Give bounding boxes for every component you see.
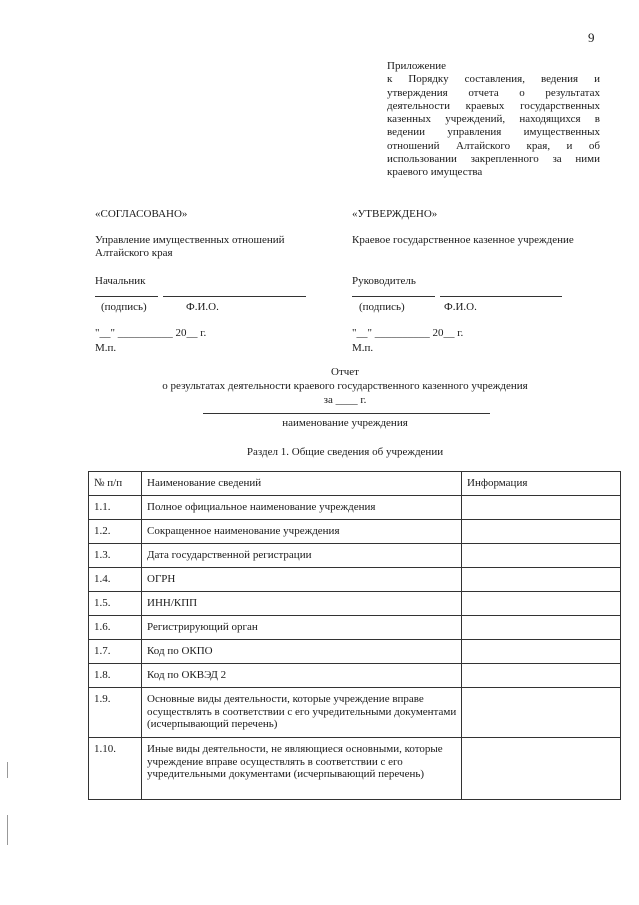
section-title: Раздел 1. Общие сведения об учреждении: [246, 446, 444, 458]
row-number: 1.6.: [89, 616, 142, 640]
table-row: [89, 520, 621, 544]
row-info: [462, 616, 621, 640]
left-org-line1: Управление имущественных отношений: [95, 234, 285, 246]
report-period: за ____ г.: [323, 394, 367, 406]
row-info: [462, 592, 621, 616]
table-row: [89, 544, 621, 568]
right-fio-label: Ф.И.О.: [444, 301, 477, 313]
left-sign-label: (подпись): [101, 301, 147, 313]
table-row: [89, 738, 621, 800]
table-row: [89, 568, 621, 592]
row-name: Основные виды деятельности, которые учреждение вправе осуществлять в соответствии с его учредительными документами (исчерпывающий перечень): [142, 688, 462, 738]
table-row: [89, 496, 621, 520]
appendix-line: утверждения отчета о результатах: [387, 86, 600, 99]
right-stamp: М.п.: [352, 342, 374, 354]
right-org-line1: Краевое государственное казенное учреждение: [352, 234, 574, 246]
row-name: Код по ОКВЭД 2: [142, 664, 462, 688]
appendix-line: к Порядку составления, ведения и: [387, 73, 600, 86]
table-row: [89, 640, 621, 664]
institution-name-line: [203, 413, 490, 414]
appendix-line: деятельности краевых государственных: [387, 99, 600, 112]
report-title: Отчет: [331, 366, 359, 378]
row-name: Регистрирующий орган: [142, 616, 462, 640]
row-name: ИНН/КПП: [142, 592, 462, 616]
agreed-heading: «СОГЛАСОВАНО»: [95, 208, 188, 220]
row-number: 1.7.: [89, 640, 142, 664]
row-name: ОГРН: [142, 568, 462, 592]
right-sign-label: (подпись): [359, 301, 405, 313]
institution-name-caption: наименование учреждения: [282, 417, 408, 429]
table-header-row: [89, 472, 621, 496]
table-row: [89, 688, 621, 738]
row-info: [462, 496, 621, 520]
approved-heading: «УТВЕРЖДЕНО»: [352, 208, 438, 220]
appendix-line: Приложение: [387, 60, 447, 72]
page-number: 9: [588, 30, 595, 45]
row-number: 1.4.: [89, 568, 142, 592]
appendix-line: отношений Алтайского края, и об: [387, 139, 600, 152]
right-date-line: "__" __________ 20__ г.: [352, 327, 464, 339]
left-signature-line: [95, 296, 158, 297]
row-info: [462, 544, 621, 568]
row-info: [462, 568, 621, 592]
appendix-line: ведении управления имущественных: [387, 126, 600, 139]
row-number: 1.3.: [89, 544, 142, 568]
row-info: [462, 520, 621, 544]
row-name: Иные виды деятельности, не являющиеся основными, которые учреждение вправе осуществлять в соответствии с его учредительными документами (исчерпывающий перечень): [142, 738, 462, 800]
row-number: 1.1.: [89, 496, 142, 520]
table-row: [89, 592, 621, 616]
table-row: [89, 616, 621, 640]
scan-edge-mark: [7, 815, 8, 845]
left-org-line2: Алтайского края: [95, 247, 173, 259]
row-name: Дата государственной регистрации: [142, 544, 462, 568]
appendix-line: казенных учреждений, находящихся в: [387, 113, 600, 126]
general-info-table: [88, 471, 621, 800]
appendix-line: краевого имущества: [387, 166, 483, 179]
scan-edge-mark: [7, 762, 8, 778]
right-signature-line: [352, 296, 435, 297]
right-fio-line: [440, 296, 562, 297]
column-header-info: Информация: [462, 472, 621, 496]
row-number: 1.8.: [89, 664, 142, 688]
appendix-line: использовании закрепленного за ними: [387, 153, 600, 166]
row-number: 1.2.: [89, 520, 142, 544]
right-position: Руководитель: [352, 275, 416, 287]
left-position: Начальник: [95, 275, 146, 287]
row-number: 1.5.: [89, 592, 142, 616]
table-row: [89, 664, 621, 688]
row-info: [462, 738, 621, 800]
row-info: [462, 640, 621, 664]
row-name: Полное официальное наименование учреждения: [142, 496, 462, 520]
left-date-line: "__" __________ 20__ г.: [95, 327, 207, 339]
column-header-number: № п/п: [89, 472, 142, 496]
row-name: Код по ОКПО: [142, 640, 462, 664]
left-fio-label: Ф.И.О.: [186, 301, 219, 313]
column-header-name: Наименование сведений: [142, 472, 462, 496]
appendix-header: [387, 60, 600, 180]
row-number: 1.9.: [89, 688, 142, 738]
row-name: Сокращенное наименование учреждения: [142, 520, 462, 544]
row-info: [462, 688, 621, 738]
left-fio-line: [163, 296, 306, 297]
row-info: [462, 664, 621, 688]
left-stamp: М.п.: [95, 342, 117, 354]
row-number: 1.10.: [89, 738, 142, 800]
report-subtitle: о результатах деятельности краевого государственного казенного учреждения: [162, 380, 528, 392]
